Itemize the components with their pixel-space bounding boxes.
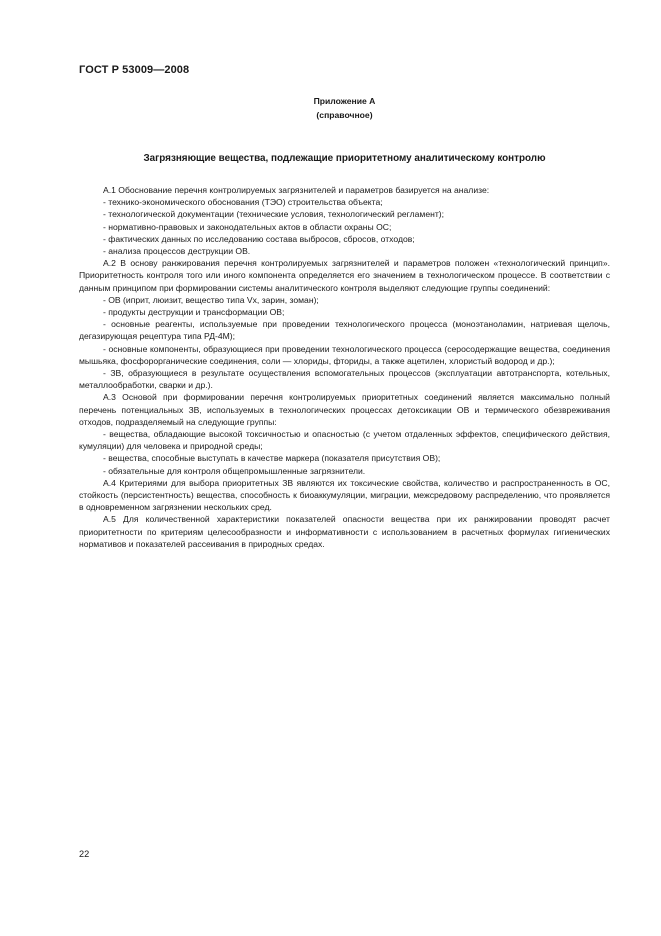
paragraph-a4: А.4 Критериями для выбора приоритетных ЗВ являются их токсические свойства, количество и распространенность в ОС, стойкость (персистентность) вещества, способность к биоаккумуляции, миграции, межсредовому распределению, что проявляется в одновременном загрязнении нескольких сред. (79, 477, 610, 513)
paragraph-a1: А.1 Обоснование перечня контролируемых загрязнителей и параметров базируется на анализе: (103, 185, 490, 195)
list-item: - технико-экономического обоснования (ТЭО) строительства объекта; (103, 197, 383, 208)
list-item: - продукты деструкции и трансформации ОВ; (103, 307, 285, 318)
list-item: - вещества, обладающие высокой токсичностью и опасностью (с учетом отдаленных эффектов, специфического действия, кумуляции) для человека и природной среды; (79, 429, 610, 452)
list-item: - вещества, способные выступать в качестве маркера (показателя присутствия ОВ); (103, 453, 441, 464)
list-item: - основные реагенты, используемые при проведении технологического процесса (моноэтаноламин, натриевая щелочь, дегазирующая рецептура типа РД-4М); (79, 319, 610, 342)
document-body (79, 184, 610, 550)
paragraph-a5: А.5 Для количественной характеристики показателей опасности вещества при их ранжировании проводят расчет приоритетности по критериям целесообразности и информативности с использованием в расчетных формулах гигиенических нормативов и показателей рассеивания в природных средах. (79, 514, 610, 549)
paragraph-a2: А.2 В основу ранжирования перечня контролируемых загрязнителей и параметров положен «технологический принцип». Приоритетность контроля того или иного компонента определяется его значением в технологическом процессе. В соответствии с данным принципом при формировании системы аналитического контроля выделяют следующие группы соединений: (79, 258, 610, 293)
list-item: - основные компоненты, образующиеся при проведении технологического процесса (серосодержащие вещества, соединения мышьяка, фосфорорганические соединения, соли — хлориды, фториды, а также ацетилен, хлористый водород и др.); (79, 343, 610, 366)
section-title: Загрязняющие вещества, подлежащие приоритетному аналитическому контролю (143, 153, 546, 164)
list-item: - технологической документации (технические условия, технологический регламент); (103, 209, 445, 220)
appendix-label: Приложение А (313, 96, 376, 106)
list-item: - обязательные для контроля общепромышленные загрязнители. (103, 465, 366, 476)
page-number: 22 (79, 849, 90, 859)
list-item: - ОВ (иприт, люизит, вещество типа Vx, зарин, зоман); (103, 294, 319, 305)
appendix-heading (79, 94, 610, 122)
list-item: - ЗВ, образующиеся в результате осуществления вспомогательных процессов (эксплуатации автотранспорта, котельных, металлообработки, сварки и др.). (79, 368, 610, 391)
list-item: - фактических данных по исследованию состава выбросов, сбросов, отходов; (103, 233, 415, 244)
paragraph-a3: А.3 Основой при формировании перечня контролируемых приоритетных соединений является максимально полный перечень потенциальных ЗВ, используемых в технологических процессах детоксикации ОВ и термического обезвреживания отходов, подразделяемый на следующие группы: (79, 392, 610, 427)
list-item: - нормативно-правовых и законодательных актов в области охраны ОС; (103, 221, 392, 232)
appendix-kind: (справочное) (316, 110, 373, 120)
document-code: ГОСТ Р 53009—2008 (79, 64, 190, 76)
list-item: - анализа процессов деструкции ОВ. (103, 246, 251, 257)
